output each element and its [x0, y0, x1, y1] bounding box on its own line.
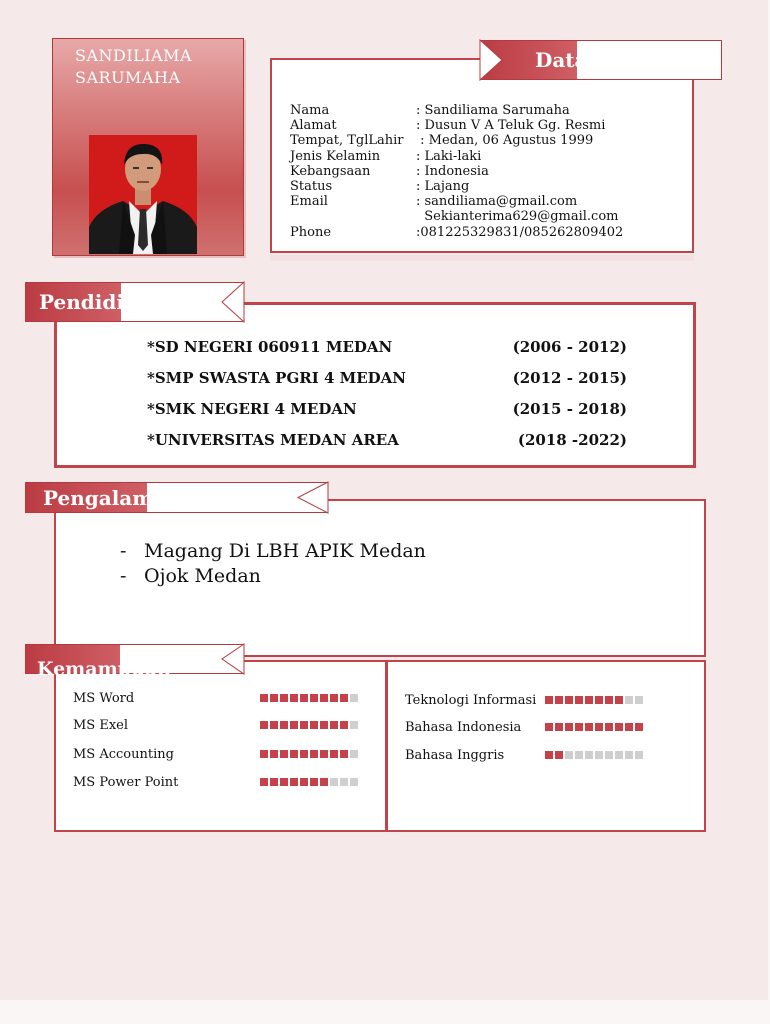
data-value: : Medan, 06 Agustus 1999 [416, 133, 594, 149]
data-value: :081225329831/085262809402 [416, 224, 624, 240]
skill-row [405, 720, 695, 736]
experience-item: - Ojok Medan [120, 564, 426, 589]
education-section-title: Pendidikan [39, 290, 166, 314]
skill-segment-filled [310, 721, 318, 729]
education-years: (2015 - 2018) [512, 400, 627, 418]
data-value: : Laki-laki [416, 148, 482, 164]
skill-row [405, 748, 695, 764]
education-box [54, 302, 696, 468]
skill-segment-empty [330, 778, 338, 786]
skill-segment-empty [635, 751, 643, 759]
data-row [290, 194, 623, 209]
skill-segment-filled [290, 778, 298, 786]
skill-segment-filled [320, 750, 328, 758]
skill-segment-filled [290, 750, 298, 758]
skill-segment-filled [310, 750, 318, 758]
skill-segment-filled [555, 696, 563, 704]
data-label: Phone [290, 224, 332, 240]
education-years: (2012 - 2015) [512, 369, 627, 387]
education-row [147, 338, 627, 356]
education-school: *SD NEGERI 060911 MEDAN [147, 338, 393, 356]
skill-segment-filled [270, 694, 278, 702]
data-label: Jenis Kelamin [290, 148, 381, 164]
data-label [290, 209, 416, 224]
data-value: : sandiliama@gmail.com [416, 194, 578, 210]
skill-segment-filled [320, 721, 328, 729]
education-row [147, 369, 627, 387]
skill-segment-filled [320, 694, 328, 702]
skill-segment-empty [565, 751, 573, 759]
data-row [290, 179, 623, 194]
skill-level-bar [545, 751, 643, 759]
skill-segment-filled [340, 694, 348, 702]
skill-segment-filled [575, 696, 583, 704]
experience-section-title: Pengalaman [43, 486, 181, 510]
skill-segment-filled [605, 723, 613, 731]
data-label: Kebangsaan [290, 163, 371, 179]
education-years: (2018 -2022) [517, 431, 627, 449]
skill-name: Bahasa Inggris [405, 748, 505, 763]
education-years: (2006 - 2012) [512, 338, 627, 356]
data-row [290, 225, 623, 240]
data-label: Tempat, TglLahir [290, 133, 404, 149]
skill-segment-filled [270, 778, 278, 786]
skill-segment-filled [270, 750, 278, 758]
personal-data-list [290, 103, 623, 240]
skill-name: MS Accounting [73, 747, 174, 762]
skill-segment-filled [330, 721, 338, 729]
profile-name-line2: SARUMAHA [75, 68, 181, 87]
education-school: *SMP SWASTA PGRI 4 MEDAN [147, 369, 407, 387]
personal-data-box [270, 58, 694, 253]
skill-segment-empty [605, 751, 613, 759]
skill-segment-filled [320, 778, 328, 786]
skill-segment-filled [340, 721, 348, 729]
skill-segment-filled [555, 751, 563, 759]
education-school: *SMK NEGERI 4 MEDAN [147, 400, 357, 418]
data-section-title: Data [535, 48, 588, 72]
data-row [290, 103, 623, 118]
skill-level-bar [260, 778, 358, 786]
ribbon-notch [221, 644, 244, 674]
skill-level-bar [260, 750, 358, 758]
data-row [290, 149, 623, 164]
data-box-stripe [270, 255, 694, 261]
experience-box [54, 499, 706, 657]
skill-segment-empty [615, 751, 623, 759]
skill-segment-filled [565, 723, 573, 731]
skill-segment-filled [545, 751, 553, 759]
data-section-ribbon [480, 40, 770, 80]
skill-segment-filled [280, 778, 288, 786]
education-row [147, 400, 627, 418]
data-value: : Dusun V A Teluk Gg. Resmi [416, 118, 606, 134]
skill-segment-filled [300, 778, 308, 786]
skill-level-bar [260, 721, 358, 729]
profile-card [52, 38, 244, 256]
data-row [290, 118, 623, 133]
skill-row [73, 775, 373, 791]
skill-name: MS Exel [73, 718, 129, 733]
skill-segment-filled [280, 750, 288, 758]
skill-segment-filled [635, 723, 643, 731]
skills-ribbon [25, 644, 247, 684]
skill-segment-filled [615, 696, 623, 704]
skill-segment-filled [260, 750, 268, 758]
skill-segment-filled [290, 721, 298, 729]
skill-segment-filled [340, 750, 348, 758]
experience-item: - Magang Di LBH APIK Medan [120, 539, 426, 564]
skill-name: Bahasa Indonesia [405, 720, 522, 735]
skill-segment-filled [260, 721, 268, 729]
skills-section-title: Kemampuan [37, 658, 171, 680]
data-value: : Lajang [416, 179, 470, 195]
skill-segment-filled [605, 696, 613, 704]
data-label: Email [290, 194, 328, 210]
skill-segment-filled [545, 723, 553, 731]
skill-row [405, 693, 695, 709]
skill-segment-filled [280, 694, 288, 702]
profile-name-line1: SANDILIAMA [75, 46, 193, 65]
skill-segment-filled [625, 723, 633, 731]
data-value: : Indonesia [416, 163, 489, 179]
skill-segment-empty [595, 751, 603, 759]
profile-photo [89, 135, 197, 254]
skill-segment-filled [585, 696, 593, 704]
data-label: Status [290, 179, 333, 195]
skill-segment-filled [595, 723, 603, 731]
skill-segment-filled [585, 723, 593, 731]
data-label: Alamat [290, 118, 337, 134]
skill-segment-empty [340, 778, 348, 786]
skill-segment-filled [280, 721, 288, 729]
skill-segment-filled [300, 694, 308, 702]
skill-name: MS Power Point [73, 775, 179, 790]
skill-segment-filled [260, 778, 268, 786]
skills-left-box [54, 660, 387, 832]
skill-segment-empty [625, 696, 633, 704]
data-label: Nama [290, 103, 330, 118]
skill-segment-empty [350, 721, 358, 729]
skill-segment-filled [615, 723, 623, 731]
data-row [290, 209, 623, 224]
skills-right-box [386, 660, 706, 832]
skill-segment-empty [585, 751, 593, 759]
skill-row [73, 691, 373, 707]
skill-segment-filled [565, 696, 573, 704]
profile-name [75, 45, 235, 89]
experience-list [120, 539, 426, 589]
skill-row [73, 718, 373, 734]
skill-segment-filled [270, 721, 278, 729]
skill-segment-filled [545, 696, 553, 704]
skill-segment-empty [350, 778, 358, 786]
data-value: Sekianterima629@gmail.com [416, 209, 619, 225]
skill-level-bar [545, 696, 643, 704]
skill-segment-filled [310, 778, 318, 786]
skill-segment-filled [555, 723, 563, 731]
skill-level-bar [545, 723, 643, 731]
skill-row [73, 747, 373, 763]
ribbon-notch [297, 482, 328, 513]
skill-segment-empty [350, 750, 358, 758]
skill-segment-empty [625, 751, 633, 759]
skill-segment-filled [575, 723, 583, 731]
data-row [290, 133, 623, 148]
skill-segment-empty [350, 694, 358, 702]
skill-segment-filled [260, 694, 268, 702]
skill-segment-filled [290, 694, 298, 702]
skill-name: MS Word [73, 691, 135, 706]
ribbon-notch [480, 40, 504, 80]
skill-name: Teknologi Informasi [405, 693, 537, 708]
education-ribbon [25, 282, 245, 322]
skill-segment-filled [300, 721, 308, 729]
skill-segment-filled [595, 696, 603, 704]
skill-segment-filled [300, 750, 308, 758]
skill-segment-filled [330, 750, 338, 758]
education-school: *UNIVERSITAS MEDAN AREA [147, 431, 399, 449]
skill-level-bar [260, 694, 358, 702]
ribbon-notch [221, 282, 244, 322]
experience-ribbon [25, 482, 330, 522]
skill-segment-filled [310, 694, 318, 702]
education-row [147, 431, 627, 449]
data-row [290, 164, 623, 179]
data-value: : Sandiliama Sarumaha [416, 103, 570, 118]
skill-segment-empty [575, 751, 583, 759]
skill-segment-empty [635, 696, 643, 704]
skill-segment-filled [330, 694, 338, 702]
